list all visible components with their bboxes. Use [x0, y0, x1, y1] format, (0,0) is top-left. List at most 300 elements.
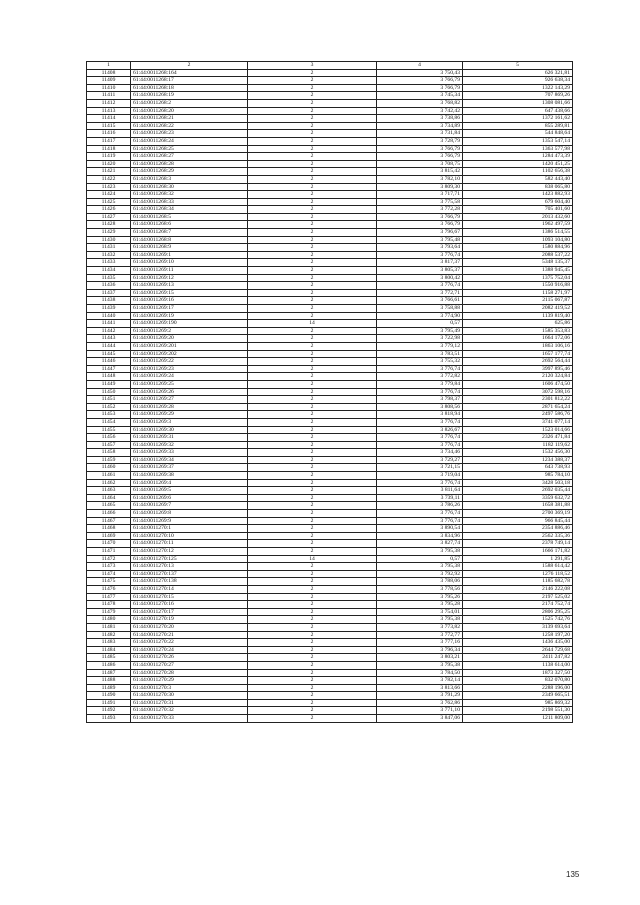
column-header-3: 3 [248, 62, 377, 70]
row-number-cell: 11459 [87, 456, 131, 464]
cadastral-number-cell: 61:44:0011269:8 [131, 510, 248, 518]
cadastral-number-cell: 61:44:0011269:26 [131, 388, 248, 396]
cadastral-number-cell: 61:44:0011269:33 [131, 449, 248, 457]
cadastral-number-cell: 61:44:0011270:14 [131, 585, 248, 593]
category-code-cell: 2 [248, 251, 377, 259]
row-number-cell: 11478 [87, 601, 131, 609]
specific-value-cell: 3 772,77 [377, 631, 463, 639]
specific-value-cell: 3 817,37 [377, 259, 463, 267]
cadastral-value-cell: 544 848,64 [463, 130, 573, 138]
category-code-cell: 2 [248, 669, 377, 677]
cadastral-value-cell: 2700 369,19 [463, 510, 573, 518]
specific-value-cell: 3 766,79 [377, 145, 463, 153]
specific-value-cell: 3 719,04 [377, 472, 463, 480]
cadastral-value-cell: 2013 432,60 [463, 213, 573, 221]
table-row [87, 115, 573, 123]
specific-value-cell: 3 708,75 [377, 160, 463, 168]
cadastral-value-cell: 1962 497,59 [463, 221, 573, 229]
table-row [87, 646, 573, 654]
table-row [87, 707, 573, 715]
table-row [87, 380, 573, 388]
category-code-cell: 2 [248, 160, 377, 168]
specific-value-cell: 3 834,96 [377, 532, 463, 540]
cadastral-number-cell: 61:44:0011268:34 [131, 206, 248, 214]
row-number-cell: 11446 [87, 358, 131, 366]
cadastral-value-cell: 966 845,44 [463, 517, 573, 525]
cadastral-value-cell: 582 443,40 [463, 175, 573, 183]
cadastral-value-cell: 1093 104,80 [463, 236, 573, 244]
table-row [87, 335, 573, 343]
cadastral-value-cell: 2806 295,25 [463, 608, 573, 616]
row-number-cell: 11465 [87, 502, 131, 510]
row-number-cell: 11435 [87, 274, 131, 282]
table-row [87, 418, 573, 426]
table-row [87, 259, 573, 267]
category-code-cell: 2 [248, 145, 377, 153]
category-code-cell: 2 [248, 312, 377, 320]
table-row [87, 510, 573, 518]
specific-value-cell: 3 745,34 [377, 92, 463, 100]
specific-value-cell: 3 776,74 [377, 517, 463, 525]
cadastral-number-cell: 61:44:0011269:11 [131, 267, 248, 275]
table-row [87, 502, 573, 510]
cadastral-value-cell: 1322 143,29 [463, 84, 573, 92]
cadastral-number-cell: 61:44:0011269:38 [131, 472, 248, 480]
cadastral-number-cell: 61:44:0011268:6 [131, 221, 248, 229]
specific-value-cell: 3 795,38 [377, 616, 463, 624]
specific-value-cell: 3 782,10 [377, 175, 463, 183]
specific-value-cell: 3 777,16 [377, 639, 463, 647]
category-code-cell: 14 [248, 320, 377, 328]
cadastral-value-cell: 2198 551,30 [463, 707, 573, 715]
table-row [87, 661, 573, 669]
table-row [87, 563, 573, 571]
cadastral-value-cell: 1423 882,93 [463, 191, 573, 199]
cadastral-number-cell: 61:44:0011268:164 [131, 69, 248, 77]
cadastral-value-cell: 2288 196,00 [463, 684, 573, 692]
cadastral-number-cell: 61:44:0011270:27 [131, 661, 248, 669]
cadastral-number-cell: 61:44:0011270:17 [131, 608, 248, 616]
cadastral-number-cell: 61:44:0011269:20 [131, 335, 248, 343]
row-number-cell: 11472 [87, 555, 131, 563]
specific-value-cell: 3 815,42 [377, 168, 463, 176]
cadastral-value-cell: 3997 895,46 [463, 365, 573, 373]
cadastral-number-cell: 61:44:0011268:24 [131, 137, 248, 145]
cadastral-value-cell: 1353 547,14 [463, 137, 573, 145]
table-row [87, 623, 573, 631]
category-code-cell: 2 [248, 472, 377, 480]
table-row [87, 426, 573, 434]
cadastral-number-cell: 61:44:0011269:201 [131, 342, 248, 350]
row-number-cell: 11468 [87, 525, 131, 533]
category-code-cell: 2 [248, 206, 377, 214]
specific-value-cell: 3 796,34 [377, 646, 463, 654]
cadastral-number-cell: 61:44:0011270:13 [131, 563, 248, 571]
row-number-cell: 11431 [87, 244, 131, 252]
category-code-cell: 2 [248, 358, 377, 366]
table-row [87, 403, 573, 411]
table-row [87, 130, 573, 138]
table-row [87, 221, 573, 229]
cadastral-value-cell: 1657 177,74 [463, 350, 573, 358]
specific-value-cell: 3 847,06 [377, 715, 463, 723]
cadastral-number-cell: 61:44:0011270:28 [131, 669, 248, 677]
row-number-cell: 11466 [87, 510, 131, 518]
specific-value-cell: 0,57 [377, 320, 463, 328]
table-row [87, 153, 573, 161]
specific-value-cell: 3 795,48 [377, 236, 463, 244]
column-header-5: 5 [463, 62, 573, 70]
cadastral-value-cell: 1664 172,06 [463, 335, 573, 343]
cadastral-value-cell: 2692 035,44 [463, 487, 573, 495]
cadastral-value-cell: 1139 819,40 [463, 312, 573, 320]
specific-value-cell: 3 717,71 [377, 191, 463, 199]
specific-value-cell: 3 779,84 [377, 380, 463, 388]
cadastral-value-cell: 1606 474,50 [463, 380, 573, 388]
cadastral-value-cell: 1523 014,66 [463, 426, 573, 434]
cadastral-value-cell: 1258 197,20 [463, 631, 573, 639]
cadastral-number-cell: 61:44:0011269:4 [131, 479, 248, 487]
specific-value-cell: 3 772,71 [377, 289, 463, 297]
cadastral-value-cell: 1234 388,37 [463, 456, 573, 464]
category-code-cell: 2 [248, 593, 377, 601]
specific-value-cell: 3 758,88 [377, 305, 463, 313]
table-row [87, 677, 573, 685]
row-number-cell: 11423 [87, 183, 131, 191]
cadastral-value-cell: 2146 222,08 [463, 585, 573, 593]
row-number-cell: 11469 [87, 532, 131, 540]
table-row [87, 616, 573, 624]
category-code-cell: 2 [248, 532, 377, 540]
cadastral-value-cell: 1158 271,97 [463, 289, 573, 297]
row-number-cell: 11426 [87, 206, 131, 214]
row-number-cell: 11412 [87, 99, 131, 107]
table-row [87, 639, 573, 647]
table-row [87, 236, 573, 244]
category-code-cell: 2 [248, 601, 377, 609]
category-code-cell: 2 [248, 441, 377, 449]
row-number-cell: 11464 [87, 494, 131, 502]
table-row [87, 99, 573, 107]
category-code-cell: 2 [248, 525, 377, 533]
cadastral-value-cell: 1580 884,96 [463, 244, 573, 252]
row-number-cell: 11442 [87, 327, 131, 335]
cadastral-value-cell: 1532 456,30 [463, 449, 573, 457]
row-number-cell: 11471 [87, 548, 131, 556]
cadastral-value-cell: 1666 171,82 [463, 548, 573, 556]
cadastral-value-cell: 926 638,34 [463, 77, 573, 85]
row-number-cell: 11422 [87, 175, 131, 183]
category-code-cell: 2 [248, 130, 377, 138]
cadastral-value-cell: 1588 614,42 [463, 563, 573, 571]
category-code-cell: 2 [248, 99, 377, 107]
specific-value-cell: 3 791,29 [377, 692, 463, 700]
table-row [87, 631, 573, 639]
specific-value-cell: 3 775,58 [377, 198, 463, 206]
category-code-cell: 2 [248, 153, 377, 161]
cadastral-value-cell: 1375 752,04 [463, 274, 573, 282]
category-code-cell: 2 [248, 608, 377, 616]
specific-value-cell: 3 792,92 [377, 570, 463, 578]
cadastral-value-cell: 1211 809,00 [463, 715, 573, 723]
column-header-4: 4 [377, 62, 463, 70]
table-row [87, 434, 573, 442]
row-number-cell: 11490 [87, 692, 131, 700]
row-number-cell: 11480 [87, 616, 131, 624]
cadastral-value-cell: 1585 353,83 [463, 327, 573, 335]
row-number-cell: 11457 [87, 441, 131, 449]
table-row [87, 107, 573, 115]
cadastral-number-cell: 61:44:0011269:5 [131, 487, 248, 495]
specific-value-cell: 3 805,37 [377, 267, 463, 275]
specific-value-cell: 3 742,42 [377, 107, 463, 115]
category-code-cell: 2 [248, 213, 377, 221]
cadastral-number-cell: 61:44:0011270:137 [131, 570, 248, 578]
specific-value-cell: 3 786,26 [377, 502, 463, 510]
cadastral-number-cell: 61:44:0011270:16 [131, 601, 248, 609]
table-row [87, 555, 573, 563]
category-code-cell: 2 [248, 236, 377, 244]
row-number-cell: 11474 [87, 570, 131, 578]
category-code-cell: 2 [248, 646, 377, 654]
row-number-cell: 11447 [87, 365, 131, 373]
row-number-cell: 11444 [87, 342, 131, 350]
cadastral-value-cell: 1363 577,98 [463, 145, 573, 153]
cadastral-number-cell: 61:44:0011269:10 [131, 259, 248, 267]
category-code-cell: 2 [248, 684, 377, 692]
row-number-cell: 11413 [87, 107, 131, 115]
cadastral-value-cell: 2082 419,52 [463, 305, 573, 313]
table-row [87, 213, 573, 221]
table-row [87, 358, 573, 366]
cadastral-value-cell: 2497 586,76 [463, 411, 573, 419]
table-row [87, 578, 573, 586]
cadastral-number-cell: 61:44:0011270:3 [131, 684, 248, 692]
cadastral-value-cell: 1388 945,45 [463, 267, 573, 275]
cadastral-number-cell: 61:44:0011268:27 [131, 153, 248, 161]
row-number-cell: 11477 [87, 593, 131, 601]
cadastral-number-cell: 61:44:0011268:3 [131, 175, 248, 183]
table-row [87, 525, 573, 533]
table-row [87, 168, 573, 176]
table-row [87, 593, 573, 601]
table-row [87, 494, 573, 502]
category-code-cell: 2 [248, 540, 377, 548]
table-row [87, 585, 573, 593]
row-number-cell: 11454 [87, 418, 131, 426]
cadastral-number-cell: 61:44:0011270:26 [131, 654, 248, 662]
specific-value-cell: 3 788,06 [377, 578, 463, 586]
cadastral-value-cell: 3741 077,14 [463, 418, 573, 426]
category-code-cell: 2 [248, 494, 377, 502]
category-code-cell: 2 [248, 388, 377, 396]
category-code-cell: 2 [248, 335, 377, 343]
cadastral-number-cell: 61:44:0011270:1 [131, 525, 248, 533]
table-row [87, 305, 573, 313]
row-number-cell: 11458 [87, 449, 131, 457]
table-row [87, 449, 573, 457]
specific-value-cell: 3 766,79 [377, 77, 463, 85]
table-row [87, 456, 573, 464]
cadastral-number-cell: 61:44:0011268:30 [131, 183, 248, 191]
cadastral-value-cell: 2326 471,84 [463, 434, 573, 442]
cadastral-number-cell: 61:44:0011268:25 [131, 145, 248, 153]
cadastral-value-cell: 3139 693,64 [463, 623, 573, 631]
specific-value-cell: 3 766,79 [377, 221, 463, 229]
cadastral-number-cell: 61:44:0011269:202 [131, 350, 248, 358]
category-code-cell: 2 [248, 77, 377, 85]
cadastral-number-cell: 61:44:0011269:37 [131, 464, 248, 472]
row-number-cell: 11470 [87, 540, 131, 548]
category-code-cell: 2 [248, 267, 377, 275]
category-code-cell: 2 [248, 464, 377, 472]
table-row [87, 373, 573, 381]
row-number-cell: 11420 [87, 160, 131, 168]
category-code-cell: 2 [248, 411, 377, 419]
cadastral-number-cell: 61:44:0011270:29 [131, 677, 248, 685]
cadastral-value-cell: 855 289,81 [463, 122, 573, 130]
table-row [87, 517, 573, 525]
table-row [87, 297, 573, 305]
category-code-cell: 2 [248, 578, 377, 586]
category-code-cell: 2 [248, 282, 377, 290]
category-code-cell: 2 [248, 396, 377, 404]
row-number-cell: 11415 [87, 122, 131, 130]
category-code-cell: 2 [248, 585, 377, 593]
table-row [87, 274, 573, 282]
category-code-cell: 2 [248, 699, 377, 707]
specific-value-cell: 3 796,67 [377, 229, 463, 237]
specific-value-cell: 3 766,79 [377, 84, 463, 92]
cadastral-value-cell: 2088 537,22 [463, 251, 573, 259]
cadastral-number-cell: 61:44:0011269:29 [131, 411, 248, 419]
table-row [87, 122, 573, 130]
specific-value-cell: 3 782,14 [377, 677, 463, 685]
row-number-cell: 11433 [87, 259, 131, 267]
cadastral-value-cell: 2301 812,22 [463, 396, 573, 404]
cadastral-number-cell: 61:44:0011270:11 [131, 540, 248, 548]
specific-value-cell: 3 795,49 [377, 327, 463, 335]
row-number-cell: 11436 [87, 282, 131, 290]
table-row [87, 183, 573, 191]
row-number-cell: 11414 [87, 115, 131, 123]
cadastral-number-cell: 61:44:0011268:9 [131, 244, 248, 252]
row-number-cell: 11429 [87, 229, 131, 237]
specific-value-cell: 3 776,74 [377, 510, 463, 518]
cadastral-value-cell: 625,86 [463, 320, 573, 328]
specific-value-cell: 3 808,56 [377, 403, 463, 411]
row-number-cell: 11487 [87, 669, 131, 677]
specific-value-cell: 3 766,61 [377, 297, 463, 305]
row-number-cell: 11479 [87, 608, 131, 616]
cadastral-value-cell: 832 070,80 [463, 677, 573, 685]
cadastral-number-cell: 61:44:0011269:15 [131, 289, 248, 297]
cadastral-number-cell: 61:44:0011268:19 [131, 92, 248, 100]
cadastral-number-cell: 61:44:0011269:24 [131, 373, 248, 381]
cadastral-value-cell: 1102 656,38 [463, 168, 573, 176]
table-row [87, 692, 573, 700]
table-header-row [87, 62, 573, 70]
specific-value-cell: 3 776,74 [377, 434, 463, 442]
cadastral-number-cell: 61:44:0011269:13 [131, 282, 248, 290]
cadastral-number-cell: 61:44:0011270:33 [131, 715, 248, 723]
table-row [87, 69, 573, 77]
cadastral-number-cell: 61:44:0011268:5 [131, 213, 248, 221]
cadastral-number-cell: 61:44:0011269:31 [131, 434, 248, 442]
column-header-2: 2 [131, 62, 248, 70]
category-code-cell: 2 [248, 661, 377, 669]
table-row [87, 92, 573, 100]
row-number-cell: 11448 [87, 373, 131, 381]
specific-value-cell: 3 755,32 [377, 358, 463, 366]
category-code-cell: 2 [248, 502, 377, 510]
table-row [87, 251, 573, 259]
specific-value-cell: 3 771,10 [377, 707, 463, 715]
row-number-cell: 11445 [87, 350, 131, 358]
cadastral-number-cell: 61:44:0011268:32 [131, 191, 248, 199]
specific-value-cell: 3 731,84 [377, 130, 463, 138]
row-number-cell: 11467 [87, 517, 131, 525]
category-code-cell: 2 [248, 229, 377, 237]
row-number-cell: 11484 [87, 646, 131, 654]
row-number-cell: 11410 [87, 84, 131, 92]
cadastral-number-cell: 61:44:0011269:23 [131, 365, 248, 373]
cadastral-table [86, 61, 573, 723]
table-row [87, 532, 573, 540]
category-code-cell: 2 [248, 479, 377, 487]
specific-value-cell: 3 795,26 [377, 593, 463, 601]
category-code-cell: 2 [248, 487, 377, 495]
cadastral-value-cell: 2115 067,87 [463, 297, 573, 305]
specific-value-cell: 3 776,74 [377, 479, 463, 487]
specific-value-cell: 3 795,38 [377, 563, 463, 571]
specific-value-cell: 3 768,82 [377, 99, 463, 107]
category-code-cell: 2 [248, 380, 377, 388]
table-row [87, 137, 573, 145]
table-row [87, 464, 573, 472]
specific-value-cell: 3 784,50 [377, 669, 463, 677]
specific-value-cell: 3 738,86 [377, 115, 463, 123]
cadastral-value-cell: 3359 632,72 [463, 494, 573, 502]
specific-value-cell: 3 729,27 [377, 456, 463, 464]
category-code-cell: 2 [248, 183, 377, 191]
table-row [87, 198, 573, 206]
specific-value-cell: 3 826,67 [377, 426, 463, 434]
cadastral-value-cell: 1525 742,76 [463, 616, 573, 624]
row-number-cell: 11428 [87, 221, 131, 229]
cadastral-value-cell: 2871 654,24 [463, 403, 573, 411]
specific-value-cell: 3 793,64 [377, 244, 463, 252]
specific-value-cell: 3 778,56 [377, 585, 463, 593]
row-number-cell: 11419 [87, 153, 131, 161]
row-number-cell: 11427 [87, 213, 131, 221]
table-row [87, 342, 573, 350]
row-number-cell: 11450 [87, 388, 131, 396]
cadastral-number-cell: 61:44:0011268:2 [131, 99, 248, 107]
category-code-cell: 2 [248, 137, 377, 145]
category-code-cell: 2 [248, 122, 377, 130]
table-row [87, 320, 573, 328]
table-row [87, 327, 573, 335]
cadastral-value-cell: 2354 886,46 [463, 525, 573, 533]
row-number-cell: 11463 [87, 487, 131, 495]
table-row [87, 472, 573, 480]
column-header-1: 1 [87, 62, 131, 70]
row-number-cell: 11460 [87, 464, 131, 472]
cadastral-number-cell: 61:44:0011270:31 [131, 699, 248, 707]
row-number-cell: 11425 [87, 198, 131, 206]
category-code-cell: 2 [248, 373, 377, 381]
